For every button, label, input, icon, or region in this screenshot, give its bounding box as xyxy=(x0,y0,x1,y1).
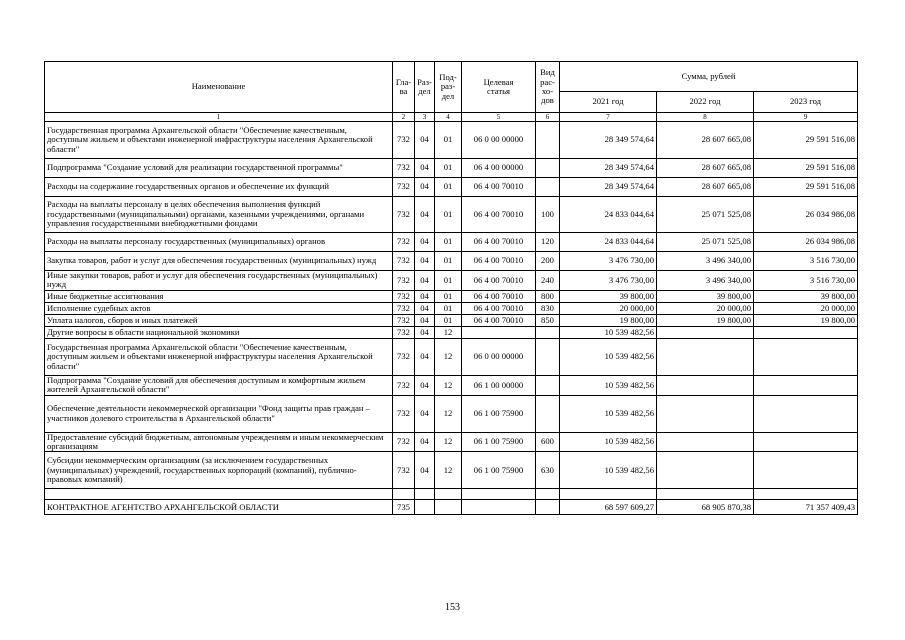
row-2022: 25 071 525,08 xyxy=(657,197,754,233)
row-podrazdel: 01 xyxy=(435,178,462,197)
col-number: 4 xyxy=(435,113,462,122)
row-name: Подпрограмма "Создание условий для реализации государственной программы" xyxy=(45,159,393,178)
row-2023: 39 800,00 xyxy=(754,290,858,302)
row-2023 xyxy=(754,375,858,395)
header-sum: Сумма, рублей xyxy=(560,62,858,92)
row-vid: 240 xyxy=(536,271,560,291)
row-2023 xyxy=(754,432,858,452)
row-vid xyxy=(536,159,560,178)
row-podrazdel: 01 xyxy=(435,302,462,314)
row-razdel: 04 xyxy=(415,252,435,271)
row-2022 xyxy=(657,432,754,452)
row-2023: 20 000,00 xyxy=(754,302,858,314)
row-name: Исполнение судебных актов xyxy=(45,302,393,314)
table-body xyxy=(45,122,858,489)
row-razdel: 04 xyxy=(415,290,435,302)
col-number: 7 xyxy=(560,113,657,122)
row-glava: 732 xyxy=(393,159,415,178)
row-glava: 732 xyxy=(393,338,415,375)
row-2023: 29 591 516,08 xyxy=(754,159,858,178)
row-name: Расходы на выплаты персоналу в целях обеспечения выполнения функций государственными (муниципальными) органами, казенными учреждениями, органами управления государственными внебюджетными фондами xyxy=(45,197,393,233)
row-name: Закупка товаров, работ и услуг для обеспечения государственных (муниципальных) нужд xyxy=(45,252,393,271)
row-vid xyxy=(536,122,560,159)
row-glava: 732 xyxy=(393,375,415,395)
row-2022: 28 607 665,08 xyxy=(657,159,754,178)
row-2022: 25 071 525,08 xyxy=(657,233,754,252)
row-2023 xyxy=(754,338,858,375)
row-razdel: 04 xyxy=(415,197,435,233)
row-2022: 3 496 340,00 xyxy=(657,252,754,271)
col-number: 6 xyxy=(536,113,560,122)
table-row xyxy=(45,197,858,233)
row-2022 xyxy=(657,326,754,338)
row-podrazdel: 01 xyxy=(435,159,462,178)
header-2021: 2021 год xyxy=(560,92,657,113)
row-2022: 3 496 340,00 xyxy=(657,271,754,291)
row-2023: 3 516 730,00 xyxy=(754,252,858,271)
row-podrazdel: 12 xyxy=(435,452,462,489)
header-podrazdel: Под- раз- дел xyxy=(435,62,462,113)
header-2022: 2022 год xyxy=(657,92,754,113)
table-row xyxy=(45,338,858,375)
row-2021: 10 539 482,56 xyxy=(560,338,657,375)
row-glava: 732 xyxy=(393,233,415,252)
row-2021: 28 349 574,64 xyxy=(560,159,657,178)
row-name: Иные бюджетные ассигнования xyxy=(45,290,393,302)
col-number: 5 xyxy=(462,113,536,122)
row-razdel: 04 xyxy=(415,452,435,489)
row-2021: 10 539 482,56 xyxy=(560,452,657,489)
table-row xyxy=(45,122,858,159)
row-name: Расходы на выплаты персоналу государственных (муниципальных) органов xyxy=(45,233,393,252)
row-podrazdel: 01 xyxy=(435,122,462,159)
row-2023 xyxy=(754,452,858,489)
row-podrazdel: 12 xyxy=(435,375,462,395)
row-vid xyxy=(536,338,560,375)
row-razdel: 04 xyxy=(415,432,435,452)
total-glava: 735 xyxy=(393,500,415,515)
row-glava: 732 xyxy=(393,290,415,302)
row-2021: 24 833 044,64 xyxy=(560,233,657,252)
row-glava: 732 xyxy=(393,302,415,314)
row-vid: 630 xyxy=(536,452,560,489)
row-2022: 20 000,00 xyxy=(657,302,754,314)
row-2021: 3 476 730,00 xyxy=(560,271,657,291)
row-2021: 10 539 482,56 xyxy=(560,432,657,452)
row-2021: 10 539 482,56 xyxy=(560,395,657,432)
row-target: 06 4 00 70010 xyxy=(462,197,536,233)
row-2023: 26 034 986,08 xyxy=(754,197,858,233)
total-2022: 68 905 870,38 xyxy=(657,500,754,515)
row-2022: 28 607 665,08 xyxy=(657,178,754,197)
row-2022: 28 607 665,08 xyxy=(657,122,754,159)
row-vid: 120 xyxy=(536,233,560,252)
row-glava: 732 xyxy=(393,452,415,489)
row-target: 06 4 00 70010 xyxy=(462,302,536,314)
row-razdel: 04 xyxy=(415,159,435,178)
row-vid: 800 xyxy=(536,290,560,302)
row-target: 06 4 00 70010 xyxy=(462,252,536,271)
row-razdel: 04 xyxy=(415,326,435,338)
col-number: 2 xyxy=(393,113,415,122)
row-podrazdel: 01 xyxy=(435,233,462,252)
row-glava: 732 xyxy=(393,197,415,233)
total-name: КОНТРАКТНОЕ АГЕНТСТВО АРХАНГЕЛЬСКОЙ ОБЛАСТИ xyxy=(45,500,393,515)
row-2021: 28 349 574,64 xyxy=(560,122,657,159)
col-number: 3 xyxy=(415,113,435,122)
row-2021: 39 800,00 xyxy=(560,290,657,302)
row-2022 xyxy=(657,452,754,489)
row-vid: 600 xyxy=(536,432,560,452)
row-target: 06 1 00 75900 xyxy=(462,395,536,432)
table-row xyxy=(45,271,858,291)
page-number: 153 xyxy=(445,602,460,613)
row-razdel: 04 xyxy=(415,178,435,197)
row-vid xyxy=(536,326,560,338)
row-vid xyxy=(536,375,560,395)
row-name: Обеспечение деятельности некоммерческой организации "Фонд защиты прав граждан – участников долевого строительства в Архангельской области" xyxy=(45,395,393,432)
row-podrazdel: 01 xyxy=(435,271,462,291)
table-row xyxy=(45,252,858,271)
table-row xyxy=(45,432,858,452)
row-razdel: 04 xyxy=(415,314,435,326)
header-2023: 2023 год xyxy=(754,92,858,113)
row-target: 06 4 00 70010 xyxy=(462,233,536,252)
row-2023: 26 034 986,08 xyxy=(754,233,858,252)
row-target: 06 4 00 70010 xyxy=(462,290,536,302)
header-razdel: Раз- дел xyxy=(415,62,435,113)
row-name: Расходы на содержание государственных органов и обеспечение их функций xyxy=(45,178,393,197)
col-number: 8 xyxy=(657,113,754,122)
row-target: 06 1 00 75900 xyxy=(462,452,536,489)
table-row xyxy=(45,452,858,489)
budget-table xyxy=(44,61,858,515)
row-name: Иные закупки товаров, работ и услуг для обеспечения государственных (муниципальных) нужд xyxy=(45,271,393,291)
row-2021: 3 476 730,00 xyxy=(560,252,657,271)
table-row xyxy=(45,290,858,302)
header-glava: Гла- ва xyxy=(393,62,415,113)
row-podrazdel: 01 xyxy=(435,290,462,302)
row-name: Предоставление субсидий бюджетным, автономным учреждениям и иным некоммерческим организациям xyxy=(45,432,393,452)
row-vid: 830 xyxy=(536,302,560,314)
row-target: 06 0 00 00000 xyxy=(462,338,536,375)
row-razdel: 04 xyxy=(415,122,435,159)
row-podrazdel: 01 xyxy=(435,197,462,233)
row-podrazdel: 12 xyxy=(435,338,462,375)
row-target: 06 1 00 00000 xyxy=(462,375,536,395)
row-2023 xyxy=(754,395,858,432)
table-row xyxy=(45,233,858,252)
row-name: Подпрограмма "Создание условий для обеспечения доступным и комфортным жильем жителей Архангельской области" xyxy=(45,375,393,395)
row-razdel: 04 xyxy=(415,338,435,375)
spacer-row xyxy=(45,489,858,500)
row-target: 06 4 00 00000 xyxy=(462,159,536,178)
total-row xyxy=(45,500,858,515)
col-number: 9 xyxy=(754,113,858,122)
row-vid xyxy=(536,178,560,197)
row-glava: 732 xyxy=(393,395,415,432)
row-glava: 732 xyxy=(393,271,415,291)
row-name: Уплата налогов, сборов и иных платежей xyxy=(45,314,393,326)
col-number: 1 xyxy=(45,113,393,122)
row-target: 06 4 00 70010 xyxy=(462,314,536,326)
row-2021: 19 800,00 xyxy=(560,314,657,326)
row-vid: 200 xyxy=(536,252,560,271)
row-razdel: 04 xyxy=(415,233,435,252)
table-row xyxy=(45,159,858,178)
row-target: 06 4 00 70010 xyxy=(462,271,536,291)
table-row xyxy=(45,395,858,432)
row-2021: 24 833 044,64 xyxy=(560,197,657,233)
total-2023: 71 357 409,43 xyxy=(754,500,858,515)
row-2022 xyxy=(657,395,754,432)
row-glava: 732 xyxy=(393,314,415,326)
row-2023 xyxy=(754,326,858,338)
row-name: Субсидии некоммерческим организациям (за исключением государственных (муниципальных) учреждений, государственных корпораций (компаний), публично-правовых компаний) xyxy=(45,452,393,489)
column-number-row xyxy=(45,113,858,122)
row-2023: 29 591 516,08 xyxy=(754,178,858,197)
table-row xyxy=(45,326,858,338)
row-2022: 19 800,00 xyxy=(657,314,754,326)
row-glava: 732 xyxy=(393,252,415,271)
row-vid: 100 xyxy=(536,197,560,233)
row-podrazdel: 12 xyxy=(435,326,462,338)
row-target: 06 1 00 75900 xyxy=(462,432,536,452)
table-row xyxy=(45,314,858,326)
row-2023: 19 800,00 xyxy=(754,314,858,326)
row-2022 xyxy=(657,375,754,395)
row-2021: 28 349 574,64 xyxy=(560,178,657,197)
row-podrazdel: 01 xyxy=(435,252,462,271)
row-2022 xyxy=(657,338,754,375)
row-podrazdel: 12 xyxy=(435,395,462,432)
row-vid: 850 xyxy=(536,314,560,326)
header-name: Наименование xyxy=(45,62,393,113)
row-podrazdel: 01 xyxy=(435,314,462,326)
row-name: Государственная программа Архангельской области "Обеспечение качественным, доступным жильем и объектами инженерной инфраструктуры населения Архангельской области" xyxy=(45,338,393,375)
row-2021: 10 539 482,56 xyxy=(560,375,657,395)
table-row xyxy=(45,302,858,314)
row-name: Государственная программа Архангельской области "Обеспечение качественным, доступным жильем и объектами инженерной инфраструктуры населения Архангельской области" xyxy=(45,122,393,159)
row-2021: 10 539 482,56 xyxy=(560,326,657,338)
row-2023: 29 591 516,08 xyxy=(754,122,858,159)
table-row xyxy=(45,178,858,197)
row-razdel: 04 xyxy=(415,395,435,432)
row-razdel: 04 xyxy=(415,302,435,314)
row-razdel: 04 xyxy=(415,271,435,291)
header-target: Целевая статья xyxy=(462,62,536,113)
row-glava: 732 xyxy=(393,432,415,452)
row-podrazdel: 12 xyxy=(435,432,462,452)
row-2023: 3 516 730,00 xyxy=(754,271,858,291)
total-2021: 68 597 609,27 xyxy=(560,500,657,515)
row-glava: 732 xyxy=(393,326,415,338)
header-vid: Вид рас- хо- дов xyxy=(536,62,560,113)
row-glava: 732 xyxy=(393,122,415,159)
row-2021: 20 000,00 xyxy=(560,302,657,314)
row-target: 06 0 00 00000 xyxy=(462,122,536,159)
row-name: Другие вопросы в области национальной экономики xyxy=(45,326,393,338)
row-target xyxy=(462,326,536,338)
row-target: 06 4 00 70010 xyxy=(462,178,536,197)
table-row xyxy=(45,375,858,395)
row-razdel: 04 xyxy=(415,375,435,395)
row-2022: 39 800,00 xyxy=(657,290,754,302)
row-vid xyxy=(536,395,560,432)
row-glava: 732 xyxy=(393,178,415,197)
